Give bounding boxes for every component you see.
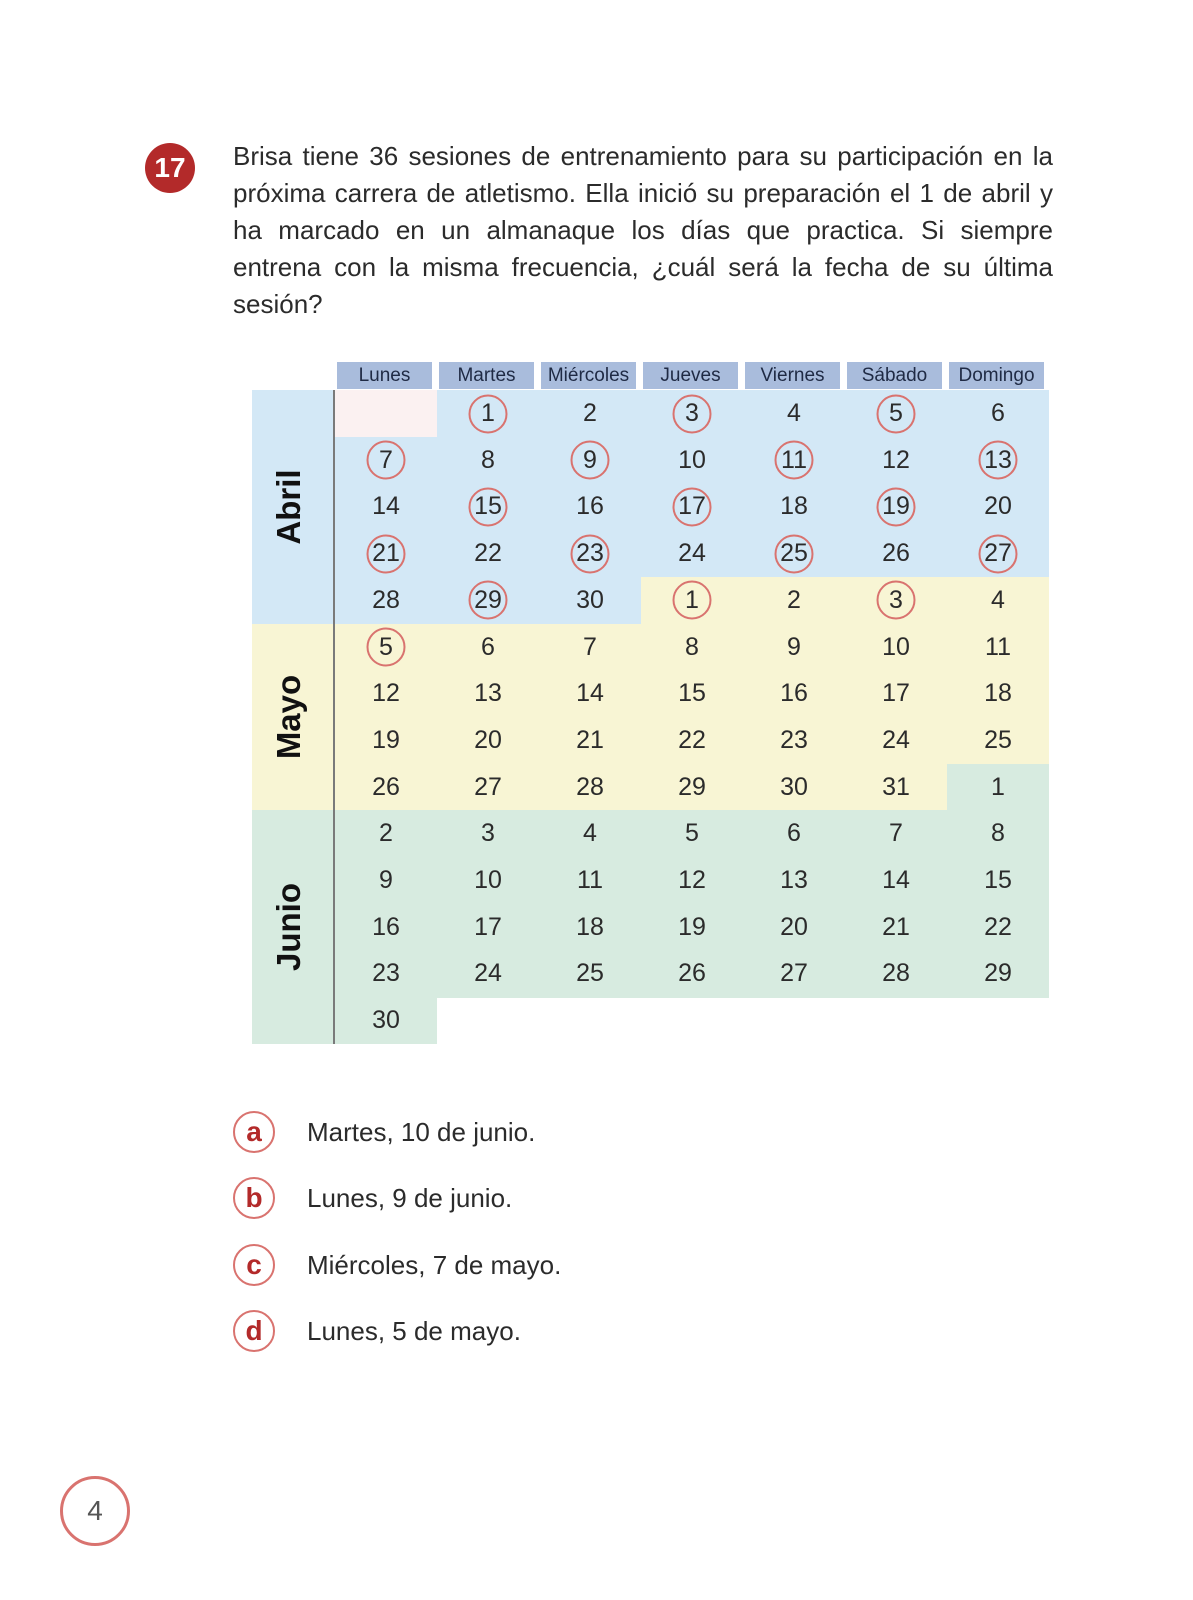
question-number-badge: 17 — [145, 143, 195, 193]
day-number: 23 — [372, 959, 400, 988]
day-number: 11 — [985, 632, 1011, 661]
option-d-letter: d — [233, 1310, 275, 1352]
calendar-day — [437, 857, 539, 904]
option-d-text: Lunes, 5 de mayo. — [307, 1315, 521, 1346]
day-number: 13 — [474, 679, 502, 708]
calendar-day — [539, 904, 641, 951]
calendar-day — [641, 904, 743, 951]
calendar-day — [845, 717, 947, 764]
calendar-day — [335, 530, 437, 577]
calendar-day — [845, 483, 947, 530]
day-number: 28 — [882, 959, 910, 988]
calendar-day — [437, 624, 539, 671]
day-number: 10 — [474, 866, 502, 895]
day-number: 30 — [576, 585, 604, 614]
calendar-day — [335, 717, 437, 764]
day-number: 24 — [882, 725, 910, 754]
day-number: 21 — [372, 539, 400, 568]
day-number: 1 — [991, 772, 1005, 801]
day-number: 8 — [481, 445, 495, 474]
calendar-day — [641, 390, 743, 437]
day-number: 24 — [678, 539, 706, 568]
day-number: 16 — [372, 912, 400, 941]
calendar-day — [947, 764, 1049, 811]
calendar-day — [335, 437, 437, 484]
calendar-day — [947, 577, 1049, 624]
calendar-day — [335, 624, 437, 671]
calendar-day — [437, 904, 539, 951]
day-number: 24 — [474, 959, 502, 988]
calendar-day — [641, 530, 743, 577]
option-b-text: Lunes, 9 de junio. — [307, 1182, 513, 1213]
day-number: 30 — [780, 772, 808, 801]
day-number: 13 — [780, 866, 808, 895]
calendar-day — [335, 950, 437, 997]
calendar-day — [641, 577, 743, 624]
day-number: 9 — [379, 866, 393, 895]
day-header-4: Viernes — [745, 362, 840, 389]
calendar-day — [947, 530, 1049, 577]
option-a-text: Martes, 10 de junio. — [307, 1116, 536, 1147]
option-c[interactable] — [233, 1242, 561, 1288]
day-number: 7 — [583, 632, 597, 661]
day-number: 1 — [481, 399, 495, 428]
day-number: 4 — [991, 585, 1005, 614]
day-number: 14 — [576, 679, 604, 708]
option-d[interactable] — [233, 1308, 521, 1354]
calendar-day — [947, 624, 1049, 671]
day-number: 17 — [474, 912, 502, 941]
calendar-day — [437, 437, 539, 484]
day-number: 9 — [583, 445, 597, 474]
month-label-1: Mayo — [270, 674, 307, 760]
day-number: 22 — [678, 725, 706, 754]
calendar-day — [845, 904, 947, 951]
day-header-3: Jueves — [643, 362, 738, 389]
day-header-1: Martes — [439, 362, 534, 389]
calendar-day — [947, 390, 1049, 437]
day-number: 15 — [678, 679, 706, 708]
option-a[interactable] — [233, 1109, 535, 1155]
calendar-day — [743, 577, 845, 624]
calendar-day — [641, 437, 743, 484]
day-number: 2 — [583, 399, 597, 428]
calendar-day — [539, 530, 641, 577]
day-number: 16 — [576, 492, 604, 521]
calendar-day — [539, 577, 641, 624]
calendar-day — [335, 670, 437, 717]
calendar-day — [743, 530, 845, 577]
day-number: 5 — [685, 819, 699, 848]
day-number: 5 — [889, 399, 903, 428]
day-header-6: Domingo — [949, 362, 1044, 389]
day-number: 18 — [576, 912, 604, 941]
calendar-day — [641, 857, 743, 904]
calendar-day — [335, 764, 437, 811]
calendar-day — [437, 950, 539, 997]
day-number: 14 — [882, 866, 910, 895]
calendar-day — [743, 764, 845, 811]
calendar-day — [437, 670, 539, 717]
day-number: 30 — [372, 1006, 400, 1035]
day-number: 23 — [780, 725, 808, 754]
calendar-day — [845, 670, 947, 717]
day-number: 23 — [576, 539, 604, 568]
day-number: 7 — [889, 819, 903, 848]
calendar-day — [539, 624, 641, 671]
day-number: 27 — [984, 539, 1012, 568]
day-number: 7 — [379, 445, 393, 474]
day-number: 14 — [372, 492, 400, 521]
calendar-day — [743, 437, 845, 484]
calendar-day — [845, 577, 947, 624]
day-number: 11 — [577, 866, 603, 895]
day-number: 20 — [474, 725, 502, 754]
question-text: Brisa tiene 36 sesiones de entrenamiento para su participación en la próxima carrera de atletismo. Ella inició su preparación el 1 de abril y ha marcado en un almanaque los días que practica. Si siempre entrena con la misma frecuencia, ¿cuál será la fecha de su última sesión? — [233, 141, 1053, 319]
day-number: 26 — [882, 539, 910, 568]
day-number: 19 — [882, 492, 910, 521]
calendar-day — [335, 577, 437, 624]
day-number: 10 — [678, 445, 706, 474]
day-number: 15 — [984, 866, 1012, 895]
calendar-day — [539, 810, 641, 857]
option-a-letter: a — [233, 1111, 275, 1153]
day-number: 18 — [984, 679, 1012, 708]
day-number: 21 — [576, 725, 604, 754]
calendar-day — [335, 810, 437, 857]
day-number: 12 — [372, 679, 400, 708]
day-number: 17 — [882, 679, 910, 708]
calendar-day — [743, 810, 845, 857]
calendar-day — [641, 950, 743, 997]
calendar-day — [437, 717, 539, 764]
day-number: 31 — [882, 772, 910, 801]
calendar-day — [947, 950, 1049, 997]
day-number: 13 — [984, 445, 1012, 474]
day-number: 6 — [787, 819, 801, 848]
calendar-day — [947, 904, 1049, 951]
calendar-day — [539, 390, 641, 437]
option-b[interactable] — [233, 1175, 512, 1221]
calendar-day — [947, 717, 1049, 764]
day-number: 22 — [984, 912, 1012, 941]
calendar-day — [641, 670, 743, 717]
day-number: 6 — [991, 399, 1005, 428]
day-number: 1 — [685, 585, 699, 614]
calendar-day — [845, 857, 947, 904]
day-number: 19 — [678, 912, 706, 941]
day-number: 29 — [678, 772, 706, 801]
calendar-day — [641, 624, 743, 671]
day-number: 26 — [372, 772, 400, 801]
calendar-day — [743, 483, 845, 530]
day-number: 28 — [372, 585, 400, 614]
calendar-day — [743, 904, 845, 951]
calendar-day — [641, 810, 743, 857]
day-number: 25 — [780, 539, 808, 568]
page-number: 4 — [60, 1476, 130, 1546]
day-number: 8 — [991, 819, 1005, 848]
calendar-day — [947, 483, 1049, 530]
calendar-day — [539, 670, 641, 717]
day-number: 19 — [372, 725, 400, 754]
day-number: 4 — [583, 819, 597, 848]
day-number: 9 — [787, 632, 801, 661]
option-c-text: Miércoles, 7 de mayo. — [307, 1249, 562, 1280]
day-number: 18 — [780, 492, 808, 521]
calendar-day — [437, 530, 539, 577]
day-number: 12 — [882, 445, 910, 474]
day-number: 17 — [678, 492, 706, 521]
calendar-day — [845, 437, 947, 484]
day-number: 20 — [984, 492, 1012, 521]
calendar-day — [641, 764, 743, 811]
day-number: 6 — [481, 632, 495, 661]
day-number: 21 — [882, 912, 910, 941]
calendar-day — [845, 390, 947, 437]
calendar-day — [539, 764, 641, 811]
day-number: 5 — [379, 632, 393, 661]
calendar-day — [743, 857, 845, 904]
day-number: 27 — [780, 959, 808, 988]
month-label-2: Junio — [270, 883, 307, 972]
day-number: 29 — [984, 959, 1012, 988]
calendar-day — [437, 483, 539, 530]
day-number: 16 — [780, 679, 808, 708]
day-number: 2 — [787, 585, 801, 614]
day-number: 29 — [474, 585, 502, 614]
calendar-blank-cell — [335, 390, 437, 437]
calendar-day — [947, 437, 1049, 484]
calendar-day — [335, 904, 437, 951]
day-number: 3 — [889, 585, 903, 614]
calendar-day — [845, 764, 947, 811]
day-number: 2 — [379, 819, 393, 848]
calendar-day — [845, 810, 947, 857]
day-number: 11 — [781, 445, 807, 474]
day-number: 8 — [685, 632, 699, 661]
day-header-5: Sábado — [847, 362, 942, 389]
calendar-day — [743, 390, 845, 437]
calendar-day — [539, 717, 641, 764]
day-number: 4 — [787, 399, 801, 428]
calendar-divider — [333, 390, 335, 1044]
day-number: 3 — [685, 399, 699, 428]
calendar-day — [947, 857, 1049, 904]
calendar-day — [335, 997, 437, 1044]
calendar-day — [437, 810, 539, 857]
calendar-day — [947, 670, 1049, 717]
month-label-0: Abril — [270, 469, 307, 545]
calendar-day — [743, 624, 845, 671]
day-number: 28 — [576, 772, 604, 801]
option-b-letter: b — [233, 1177, 275, 1219]
day-number: 22 — [474, 539, 502, 568]
calendar-day — [335, 857, 437, 904]
calendar-day — [641, 483, 743, 530]
calendar-day — [437, 764, 539, 811]
day-number: 10 — [882, 632, 910, 661]
day-number: 25 — [984, 725, 1012, 754]
calendar-day — [335, 483, 437, 530]
day-number: 3 — [481, 819, 495, 848]
calendar-day — [539, 857, 641, 904]
calendar-day — [743, 950, 845, 997]
calendar-day — [539, 483, 641, 530]
day-number: 27 — [474, 772, 502, 801]
day-header-0: Lunes — [337, 362, 432, 389]
calendar-day — [845, 530, 947, 577]
calendar-day — [947, 810, 1049, 857]
calendar-day — [539, 950, 641, 997]
calendar-day — [641, 717, 743, 764]
calendar-day — [743, 717, 845, 764]
option-c-letter: c — [233, 1244, 275, 1286]
day-header-2: Miércoles — [541, 362, 636, 389]
day-number: 26 — [678, 959, 706, 988]
day-number: 15 — [474, 492, 502, 521]
calendar-day — [437, 390, 539, 437]
calendar-day — [845, 950, 947, 997]
day-number: 20 — [780, 912, 808, 941]
day-number: 12 — [678, 866, 706, 895]
calendar-day — [845, 624, 947, 671]
calendar-day — [539, 437, 641, 484]
calendar-day — [743, 670, 845, 717]
calendar-day — [437, 577, 539, 624]
day-number: 25 — [576, 959, 604, 988]
